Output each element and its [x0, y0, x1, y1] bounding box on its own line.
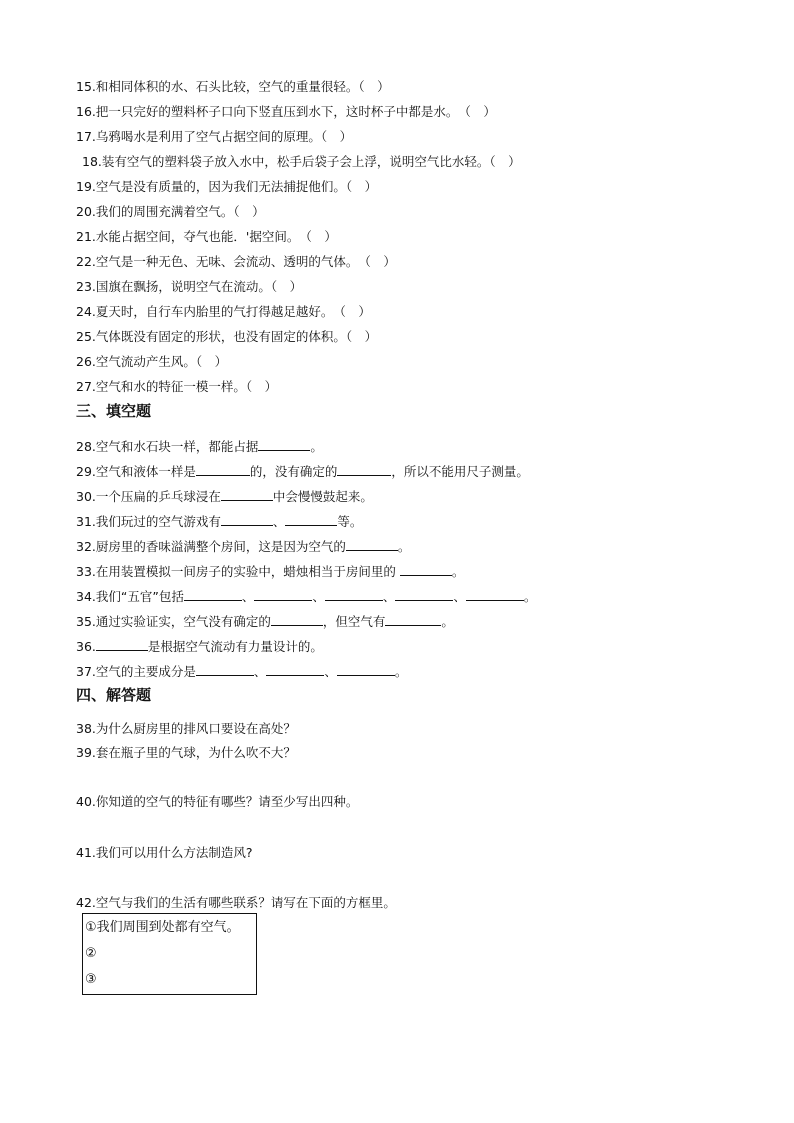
answer-blank[interactable]: [337, 463, 391, 476]
answer-blank[interactable]: [184, 588, 242, 601]
question-28-text-a: 28.空气和水石块一样，都能占据: [76, 439, 259, 454]
question-34-text-b: 、: [241, 589, 255, 604]
question-33: [76, 563, 464, 580]
answer-blank[interactable]: [346, 538, 398, 551]
question-17: 17.乌鸦喝水是利用了空气占据空间的原理。（ ）: [76, 129, 353, 144]
answer-box[interactable]: [82, 913, 257, 995]
question-36-text-b: 是根据空气流动有力量设计的。: [147, 639, 323, 654]
answer-blank[interactable]: [254, 588, 312, 601]
question-15: 15.和相同体积的水、石头比较，空气的重量很轻。（ ）: [76, 79, 390, 94]
answer-box-row-3[interactable]: ③: [85, 972, 97, 987]
question-27: 27.空气和水的特征一模一样。（ ）: [76, 379, 278, 394]
question-32: [76, 538, 410, 555]
question-36-text-a: 36.: [76, 639, 96, 654]
question-37-text-a: 37.空气的主要成分是: [76, 664, 196, 679]
answer-blank[interactable]: [221, 513, 273, 526]
question-35-text-a: 35.通过实验证实，空气没有确定的: [76, 614, 271, 629]
question-32-text-a: 32.厨房里的香味溢满整个房间，这是因为空气的: [76, 539, 346, 554]
question-35-text-b: ，但空气有: [322, 614, 386, 629]
question-35: [76, 613, 454, 630]
question-23: 23.国旗在飘扬，说明空气在流动。（ ）: [76, 279, 303, 294]
question-34: [76, 588, 536, 605]
question-34-text-c: 、: [312, 589, 325, 604]
question-31-text-a: 31.我们玩过的空气游戏有: [76, 514, 221, 529]
question-26: 26.空气流动产生风。（ ）: [76, 354, 228, 369]
question-33-text-a: 33.在用装置模拟一间房子的实验中，蜡烛相当于房间里的: [76, 564, 400, 579]
question-34-text-e: 、: [453, 589, 466, 604]
answer-box-row-1[interactable]: ①我们周围到处都有空气。: [85, 920, 240, 935]
question-29-text-a: 29.空气和液体一样是: [76, 464, 196, 479]
question-42: 42.空气与我们的生活有哪些联系？请写在下面的方框里。: [76, 895, 396, 910]
question-37: [76, 663, 407, 680]
question-39: 39.套在瓶子里的气球，为什么吹不大？: [76, 745, 296, 760]
question-31-text-b: 、: [272, 514, 286, 529]
answer-blank[interactable]: [271, 613, 323, 626]
answer-blank[interactable]: [325, 588, 383, 601]
question-29-text-c: ，所以不能用尺子测量。: [391, 464, 529, 479]
question-21: 21.水能占据空间，夺气也能．'据空间。 （ ）: [76, 229, 337, 244]
question-30-text-a: 30.一个压扁的乒乓球浸在: [76, 489, 221, 504]
question-37-text-b: 、: [253, 664, 267, 679]
question-38: 38.为什么厨房里的排风口要设在高处？: [76, 721, 296, 736]
question-30-text-b: 中会慢慢鼓起来。: [272, 489, 373, 504]
question-24: 24.夏天时，自行车内胎里的气打得越足越好。 （ ）: [76, 304, 371, 319]
question-37-text-c: 、: [324, 664, 337, 679]
question-34-text-d: 、: [382, 589, 396, 604]
question-28-text-b: 。: [310, 439, 323, 454]
question-19: 19.空气是没有质量的，因为我们无法捕捉他们。（ ）: [76, 179, 378, 194]
question-35-text-c: 。: [441, 614, 454, 629]
section-heading-short-answer: 四、解答题: [76, 686, 152, 704]
question-25: 25.气体既没有固定的形状，也没有固定的体积。（ ）: [76, 329, 378, 344]
answer-blank[interactable]: [400, 563, 452, 576]
question-28: [76, 438, 323, 455]
question-36: [76, 638, 323, 655]
answer-blank[interactable]: [385, 613, 441, 626]
answer-blank[interactable]: [221, 488, 273, 501]
question-22: 22.空气是一种无色、无味、会流动、透明的气体。 （ ）: [76, 254, 396, 269]
answer-blank[interactable]: [258, 438, 310, 451]
question-20: 20.我们的周围充满着空气。（ ）: [76, 204, 265, 219]
question-33-text-b: 。: [451, 564, 465, 579]
question-41: 41.我们可以用什么方法制造风?: [76, 845, 253, 860]
question-30: [76, 488, 373, 505]
answer-box-row-2[interactable]: ②: [85, 946, 97, 961]
answer-blank[interactable]: [466, 588, 524, 601]
question-29: [76, 463, 529, 480]
question-18: 18.装有空气的塑料袋子放入水中，松手后袋子会上浮，说明空气比水轻。（ ）: [82, 154, 521, 169]
answer-blank[interactable]: [196, 463, 250, 476]
answer-blank[interactable]: [266, 663, 324, 676]
question-31-text-c: 等。: [337, 514, 363, 529]
question-29-text-b: 的，没有确定的: [249, 464, 338, 479]
question-40: 40.你知道的空气的特征有哪些？请至少写出四种。: [76, 794, 359, 809]
answer-blank[interactable]: [285, 513, 337, 526]
question-16: 16.把一只完好的塑料杯子口向下竖直压到水下，这时杯子中都是水。 （ ）: [76, 104, 496, 119]
question-34-text-a: 34.我们“五官”包括: [76, 589, 184, 604]
question-32-text-b: 。: [397, 539, 411, 554]
question-31: [76, 513, 362, 530]
answer-blank[interactable]: [196, 663, 254, 676]
question-37-text-d: 。: [394, 664, 408, 679]
answer-blank[interactable]: [395, 588, 453, 601]
section-heading-fill-in: 三、填空题: [76, 402, 152, 420]
question-34-text-f: 。: [523, 589, 537, 604]
answer-blank[interactable]: [337, 663, 395, 676]
answer-blank[interactable]: [96, 638, 148, 651]
